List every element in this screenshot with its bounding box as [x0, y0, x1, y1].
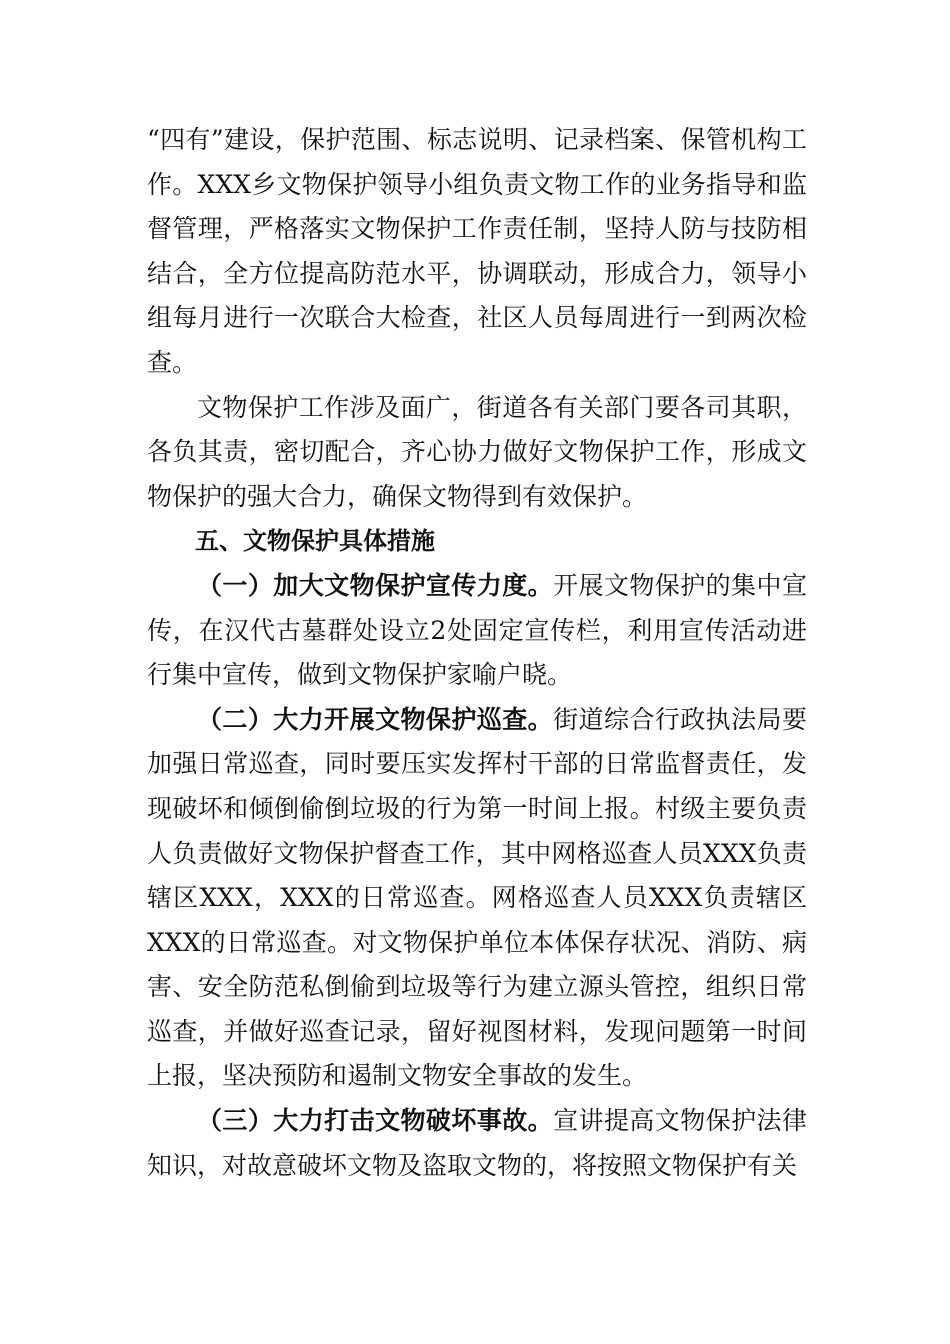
paragraph-org-responsibility: “四有”建设，保护范围、标志说明、记录档案、保管机构工作。XXX乡文物保护领导小组负责文物工作的业务指导和监督管理，严格落实文物保护工作责任制，坚持人防与技防相结合，全方位提高防范水平，协调联动，形成合力，领导小组每月进行一次联合大检查，社区人员每周进行一到两次检查。	[147, 125, 807, 377]
document-body	[147, 118, 807, 1188]
paragraph-department-cooperation: 文物保护工作涉及面广，街道各有关部门要各司其职，各负其责，密切配合，齐心协力做好文物保护工作，形成文物保护的强大合力，确保文物得到有效保护。	[147, 392, 807, 511]
measure-1-paragraph	[147, 564, 807, 698]
section-heading-specific-measures: 五、文物保护具体措施	[195, 527, 435, 556]
measure-2-paragraph	[147, 698, 807, 1099]
measure-1-body: 开展文物保护的集中宣传，在汉代古墓群处设立2处固定宣传栏，利用宣传活动进行集中宣传，做到文物保护家喻户晓。	[147, 570, 807, 690]
measure-2-body: 街道综合行政执法局要加强日常巡查，同时要压实发挥村干部的日常监督责任，发现破坏和倾倒偷倒垃圾的行为第一时间上报。村级主要负责人负责做好文物保护督查工作，其中网格巡查人员XXX负责辖区XXX，XXX的日常巡查。网格巡查人员XXX负责辖区XXX的日常巡查。对文物保护单位本体保存状况、消防、病害、安全防范私倒偷到垃圾等行为建立源头管控，组织日常巡查，并做好巡查记录，留好视图材料，发现问题第一时间上报，坚决预防和遏制文物安全事故的发生。	[147, 704, 807, 1091]
measure-3-lead: （三）大力打击文物破坏事故。	[197, 1106, 554, 1136]
measure-1-lead: （一）加大文物保护宣传力度。	[197, 570, 554, 600]
measure-2-lead: （二）大力开展文物保护巡查。	[197, 704, 554, 734]
measure-3-body: 宣讲提高文物保护法律知识，对故意破坏文物及盗取文物的，将按照文物保护有关	[147, 1106, 807, 1180]
measure-3-paragraph	[147, 1099, 807, 1188]
